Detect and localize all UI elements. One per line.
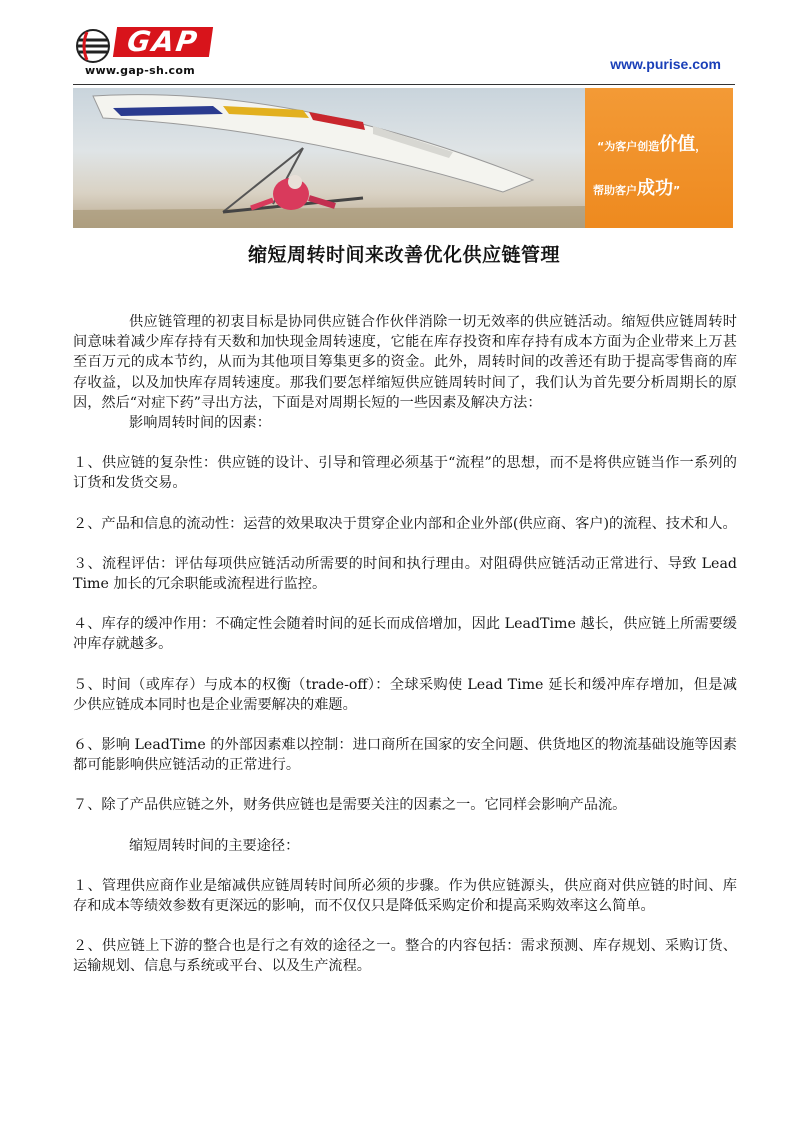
header-divider xyxy=(73,84,735,85)
logo-url[interactable]: www.gap-sh.com xyxy=(85,64,195,77)
slogan-line-1: “为客户创造价值， xyxy=(597,134,707,155)
banner xyxy=(73,88,733,228)
slogan-line-2: 帮助客户成功” xyxy=(593,178,681,199)
site-url-link[interactable]: www.purise.com xyxy=(610,56,721,72)
slogan-panel xyxy=(585,88,733,228)
logo-wordmark: GAP xyxy=(113,27,213,57)
factor-item: ２、产品和信息的流动性：运营的效果取决于贯穿企业内部和企业外部(供应商、客户)的流程、技术和人。 xyxy=(73,515,737,532)
logo-globe-icon xyxy=(75,28,111,64)
approach-item: １、管理供应商作业是缩减供应链周转时间所必须的步骤。作为供应链源头，供应商对供应链的时间、库存和成本等绩效参数有更深远的影响，而不仅仅只是降低采购定价和提高采购效率这么简单。 xyxy=(73,877,737,915)
factor-item: ３、流程评估：评估每项供应链活动所需要的时间和执行理由。对阻碍供应链活动正常进行、导致 Lead Time 加长的冗余职能或流程进行监控。 xyxy=(73,555,737,593)
page-header xyxy=(73,24,735,84)
factor-item: ５、时间（或库存）与成本的权衡（trade-off）：全球采购使 Lead Time 延长和缓冲库存增加，但是减少供应链成本同时也是企业需要解决的难题。 xyxy=(73,676,737,713)
factor-item: ６、影响 LeadTime 的外部因素难以控制：进口商所在国家的安全问题、供货地区的物流基础设施等因素都可能影响供应链活动的正常进行。 xyxy=(73,737,737,774)
factor-item: ７、除了产品供应链之外，财务供应链也是需要关注的因素之一。它同样会影响产品流。 xyxy=(73,797,627,814)
factor-item: １、供应链的复杂性：供应链的设计、引导和管理必须基于“流程”的思想，而不是将供应链当作一系列的订货和发货交易。 xyxy=(73,455,737,492)
hang-glider-photo xyxy=(73,88,585,228)
approach-item: ２、供应链上下游的整合也是行之有效的途径之一。整合的内容包括：需求预测、库存规划、采购订货、运输规划、信息与系统或平台、以及生产流程。 xyxy=(73,938,737,975)
factors-heading: 影响周转时间的因素： xyxy=(129,415,271,432)
document-title: 缩短周转时间来改善优化供应链管理 xyxy=(247,244,560,266)
factor-item: ４、库存的缓冲作用：不确定性会随着时间的延长而成倍增加，因此 LeadTime 越长，供应链上所需要缓冲库存就越多。 xyxy=(73,616,737,653)
document-body xyxy=(73,312,737,977)
approaches-heading: 缩短周转时间的主要途径： xyxy=(129,837,300,854)
gap-logo xyxy=(73,24,213,80)
intro-paragraph: 供应链管理的初衷目标是协同供应链合作伙伴消除一切无效率的供应链活动。缩短供应链周转时间意味着减少库存持有天数和加快现金周转速度，它能在库存投资和库存持有成本方面为企业带来上万甚至百万元的成本节约，从而为其他项目筹集更多的资金。此外，周转时间的改善还有助于提高零售商的库存收益，以及加快库存周转速度。那我们要怎样缩短供应链周转时间了，我们认为首先要分析周期长的原因，然后“对症下药”寻出方法，下面是对周期长短的一些因素及解决方法： xyxy=(73,314,737,411)
